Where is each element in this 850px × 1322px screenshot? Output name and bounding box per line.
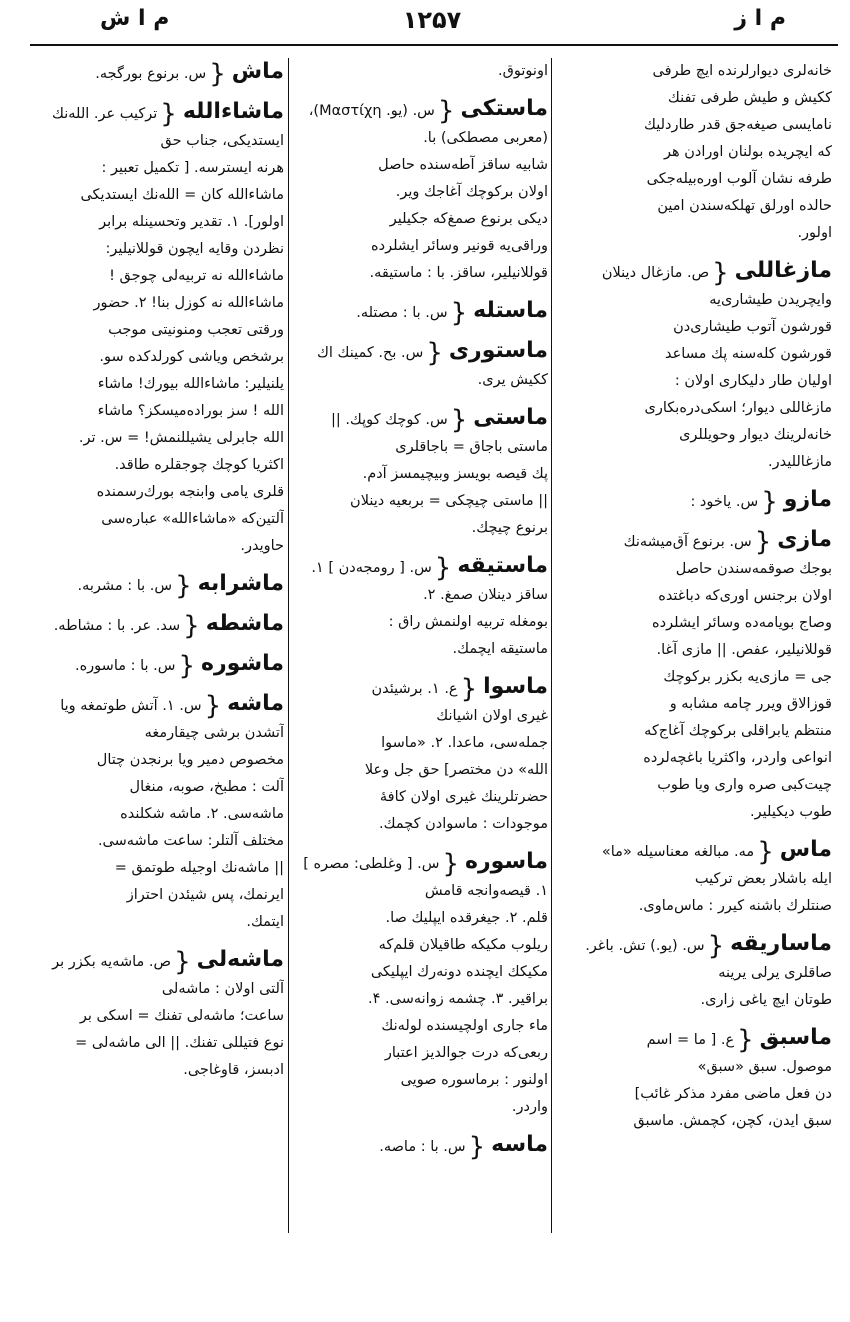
- entry-line: [556, 930, 832, 960]
- entry-text: اولور]. ۱. تقدیر وتحسینله برابر: [99, 214, 284, 230]
- dictionary-entry: [292, 848, 548, 1121]
- entry-text: مخصوص دمیر ویا برنجدن چتال: [96, 752, 284, 768]
- entry-line: [36, 946, 284, 976]
- entry-text: الله جابرلی یشیللنمش! = س. تر.: [78, 430, 284, 446]
- entry-line: [556, 85, 832, 112]
- entry-line: [556, 139, 832, 166]
- entry-line: [292, 1040, 548, 1067]
- entry-text: ماشاءالله کان = الله‌نك ایستدیکی: [80, 187, 284, 203]
- entry-text: پك قیصه بویسز وبیچیمسز آدم.: [362, 466, 548, 482]
- entry-text: جمله‌سی، ماعدا. ۲. «ماسوا: [381, 735, 548, 751]
- entry-line: [36, 371, 284, 398]
- entry-line: [556, 836, 832, 866]
- entry-text: ایتمك.: [246, 914, 284, 930]
- entry-line: [36, 58, 284, 88]
- left-column: [36, 58, 284, 1094]
- entry-line: [556, 1024, 832, 1054]
- brace-glyph: {: [426, 337, 443, 367]
- entry-text: برنوع چیچك.: [471, 520, 548, 536]
- entry-text: س. با : ماصه.: [379, 1139, 466, 1155]
- entry-line: [36, 98, 284, 128]
- entry-line: [556, 395, 832, 422]
- entry-text: برشخص ویاشی کورلدکده سو.: [99, 349, 284, 365]
- entry-text: بوجك صوقمه‌سندن حاصل: [675, 561, 832, 577]
- entry-text: اکثریا کوچك چوجقلره طاقد.: [114, 457, 284, 473]
- dictionary-entry: [36, 690, 284, 936]
- headword: مازو: [783, 487, 832, 512]
- entry-text: ایرنمك، پس شیئدن احتراز: [126, 887, 284, 903]
- entry-text: ریلوب مکیکه طاقیلان قلم‌که: [378, 937, 548, 953]
- entry-line: [556, 960, 832, 987]
- entry-text: قورشون کله‌سنه پك مساعد: [665, 346, 832, 362]
- left-guide-word: م ا ش: [100, 6, 170, 31]
- dictionary-entry: [292, 673, 548, 838]
- entry-line: [556, 1108, 832, 1135]
- entry-line: [292, 878, 548, 905]
- headword: ماستیقه: [457, 553, 548, 578]
- entry-text: ایله باشلار بعض ترکیب: [694, 871, 832, 887]
- entry-text: ع. ۱. برشیئدن: [371, 681, 458, 697]
- entry-text: شابیه ساقز آطه‌سنده حاصل: [378, 157, 548, 173]
- entry-line: [292, 233, 548, 260]
- entry-line: [556, 664, 832, 691]
- dictionary-entry: [36, 610, 284, 640]
- entry-line: [36, 976, 284, 1003]
- headword: ماسه: [491, 1132, 548, 1157]
- entry-line: [36, 570, 284, 600]
- brace-glyph: {: [450, 297, 468, 327]
- dictionary-entry: [556, 486, 832, 516]
- entry-text: س. با : مشربه.: [77, 578, 173, 594]
- entry-text: منتظم یابراقلی برکوچك آغاج‌که: [644, 723, 832, 739]
- brace-glyph: {: [757, 836, 774, 866]
- entry-text: اولیان طار دلیکاری اولان :: [674, 373, 832, 389]
- headword: ماشرابه: [197, 571, 284, 596]
- entry-text: موصول. سبق «سبق»: [697, 1059, 832, 1075]
- entry-line: [556, 287, 832, 314]
- entry-line: [556, 987, 832, 1014]
- column-divider: [551, 58, 552, 1233]
- entry-text: مازغاللی دیوار؛ اسکی‌دره‌بکاری: [644, 400, 832, 416]
- dictionary-entry: [36, 98, 284, 560]
- entry-line: [292, 337, 548, 367]
- entry-line: [556, 486, 832, 516]
- entry-line: [556, 368, 832, 395]
- entry-text: طرفه نشان آلوب اوره‌بیله‌جکی: [646, 171, 832, 187]
- brace-glyph: {: [468, 1131, 486, 1161]
- entry-line: [36, 855, 284, 882]
- entry-line: [36, 155, 284, 182]
- entry-line: [556, 58, 832, 85]
- entry-line: [292, 552, 548, 582]
- entry-text: اولان برکوچك آغاجك ویر.: [395, 184, 548, 200]
- entry-text: انواعی واردر، واکثریا باغچه‌لرده: [643, 750, 832, 766]
- entry-text: س. (یو.) تش. باغر.: [585, 938, 705, 954]
- entry-line: [292, 609, 548, 636]
- entry-text: س. برنوع بورگجه.: [95, 66, 207, 82]
- entry-line: [292, 367, 548, 394]
- entry-text: قورشون آتوب طیشاری‌دن: [673, 319, 832, 335]
- brace-glyph: {: [712, 257, 729, 287]
- entry-text: ادبسز، قاوغاجی.: [183, 1062, 284, 1078]
- dictionary-entry: [556, 58, 832, 247]
- dictionary-entry: [292, 297, 548, 327]
- headword: مازغاللی: [734, 258, 832, 283]
- entry-text: طوتان ایچ یاغی زاری.: [700, 992, 832, 1008]
- entry-text: س. بح. کمینك اك: [316, 345, 424, 361]
- dictionary-entry: [556, 930, 832, 1014]
- entry-text: قلم. ۲. جیغرقده ایپلیك صا.: [385, 910, 548, 926]
- entry-line: [36, 909, 284, 936]
- entry-line: [36, 263, 284, 290]
- entry-line: [292, 1013, 548, 1040]
- brace-glyph: {: [183, 610, 200, 640]
- entry-text: س. ۱. آتش طوتمغه ویا: [60, 698, 202, 714]
- entry-text: س. [ رومجه‌دن ] ۱.: [311, 560, 432, 576]
- entry-text: س. کوچك کوپك. ||: [330, 412, 448, 428]
- entry-text: صاقلری یرلی یرینه: [718, 965, 832, 981]
- entry-line: [556, 610, 832, 637]
- dictionary-entry: [556, 836, 832, 920]
- entry-text: براقیر. ۳. چشمه زوانه‌سی. ۴.: [368, 991, 548, 1007]
- brace-glyph: {: [434, 552, 452, 582]
- entry-text: جی = مازی‌یه بکزر برکوچك: [663, 669, 832, 685]
- entry-line: [292, 730, 548, 757]
- entry-text: نوع فتیللی تفنك. || الی ماشه‌لی =: [75, 1035, 284, 1051]
- brace-glyph: {: [754, 526, 772, 556]
- entry-text: ماشه‌سی. ۲. ماشه شکلنده: [120, 806, 284, 822]
- entry-text: بومغله تربیه اولنمش راق :: [388, 614, 548, 630]
- entry-text: حضرتلرینك غیری اولان کافهٔ: [379, 789, 548, 805]
- brace-glyph: {: [204, 690, 222, 720]
- headword: ماستی: [473, 405, 548, 430]
- entry-line: [292, 1067, 548, 1094]
- headword: ماستله: [473, 298, 548, 323]
- dictionary-entry: [292, 1131, 548, 1161]
- entry-text: || ماشه‌نك اوجیله طوتمق =: [114, 860, 284, 876]
- entry-line: [36, 1030, 284, 1057]
- entry-line: [36, 452, 284, 479]
- entry-text: خانه‌لرینك دیوار وحویللری: [679, 427, 832, 443]
- dictionary-entry: [556, 257, 832, 476]
- entry-text: ساعت؛ ماشه‌لی تفنك = اسکی بر: [79, 1008, 284, 1024]
- entry-line: [292, 582, 548, 609]
- entry-line: [36, 690, 284, 720]
- entry-text: خانه‌لری دیوارلرنده ایچ طرفی: [652, 63, 832, 79]
- entry-line: [292, 58, 548, 85]
- brace-glyph: {: [175, 570, 192, 600]
- entry-line: [556, 314, 832, 341]
- brace-glyph: {: [707, 930, 725, 960]
- entry-text: دیکی برنوع صمغ‌که جکیلیر: [389, 211, 548, 227]
- entry-text: واردر.: [511, 1099, 548, 1115]
- entry-line: [292, 206, 548, 233]
- brace-glyph: {: [737, 1024, 754, 1054]
- entry-line: [292, 905, 548, 932]
- brace-glyph: {: [437, 95, 455, 125]
- entry-line: [36, 747, 284, 774]
- entry-line: [292, 488, 548, 515]
- entry-text: اونوتوق.: [498, 63, 548, 79]
- entry-text: الله ! سز بوراده‌میسکز؟ ماشاء: [97, 403, 284, 419]
- headword: ماسوره: [465, 849, 548, 874]
- entry-text: وراقی‌یه قونیر وسائر ایشلرده: [371, 238, 548, 254]
- entry-text: ترکیب عر. الله‌نك: [51, 106, 158, 122]
- entry-line: [556, 422, 832, 449]
- entry-line: [292, 673, 548, 703]
- entry-text: مازغاللیدر.: [767, 454, 832, 470]
- entry-text: آتشدن برشی چیقارمغه: [144, 725, 284, 741]
- entry-line: [292, 757, 548, 784]
- entry-text: وایچریدن طیشاری‌یه: [709, 292, 832, 308]
- headword: ماسوا: [483, 674, 548, 699]
- headword: ماساریقه: [730, 931, 832, 956]
- entry-text: (معربی مصطکی) با.: [423, 130, 548, 146]
- entry-text: ۱. قیصه‌وانجه قامش: [424, 883, 548, 899]
- entry-text: ساقز دینلان صمغ. ۲.: [423, 587, 548, 603]
- headword: ماشطه: [205, 611, 284, 636]
- entry-line: [556, 637, 832, 664]
- entry-line: [36, 317, 284, 344]
- entry-line: [292, 404, 548, 434]
- headword: ماسبق: [759, 1025, 832, 1050]
- entry-text: اولنور : برماسوره صویی: [400, 1072, 548, 1088]
- entry-text: نظردن وقایه ایچون قوللانیلیر:: [105, 241, 284, 257]
- entry-line: [556, 583, 832, 610]
- entry-line: [292, 461, 548, 488]
- entry-line: [556, 220, 832, 247]
- headword: ماستوری: [448, 338, 548, 363]
- entry-text: ماستی باجاق = باجاقلری: [395, 439, 548, 455]
- entry-line: [36, 209, 284, 236]
- entry-line: [36, 506, 284, 533]
- entry-text: الله» دن مختصر] حق جل وعلا: [364, 762, 548, 778]
- entry-text: س. (یو. Μαστίχη)،: [308, 103, 435, 119]
- brace-glyph: {: [209, 58, 226, 88]
- entry-text: مکیکك ایچنده دونه‌رك ایپلیکی: [370, 964, 548, 980]
- entry-line: [292, 932, 548, 959]
- entry-text: س. با : مصتله.: [356, 305, 448, 321]
- brace-glyph: {: [761, 486, 778, 516]
- entry-text: ماستیقه ایچمك.: [452, 641, 548, 657]
- entry-line: [36, 479, 284, 506]
- entry-line: [292, 636, 548, 663]
- entry-line: [556, 112, 832, 139]
- entry-line: [556, 166, 832, 193]
- entry-text: حالده اورلق تهلکه‌سندن امین: [657, 198, 832, 214]
- dictionary-entry: [36, 650, 284, 680]
- entry-text: اولور.: [797, 225, 832, 241]
- entry-line: [556, 799, 832, 826]
- entry-line: [556, 1081, 832, 1108]
- entry-line: [36, 425, 284, 452]
- entry-line: [292, 1094, 548, 1121]
- entry-line: [36, 720, 284, 747]
- entry-text: ص. ماشه‌یه بکزر بر: [52, 954, 172, 970]
- entry-line: [292, 515, 548, 542]
- entry-text: آلت : مطبخ، صوبه، منغال: [129, 779, 284, 795]
- entry-line: [292, 784, 548, 811]
- entry-line: [292, 986, 548, 1013]
- headword: ماستکی: [460, 96, 548, 121]
- entry-line: [36, 182, 284, 209]
- entry-line: [556, 718, 832, 745]
- entry-text: قوللانیلیر، ساقز. با : ماستیقه.: [369, 265, 548, 281]
- entry-line: [36, 774, 284, 801]
- entry-text: هرنه ایسترسه. [ تکمیل تعبیر :: [101, 160, 284, 176]
- entry-text: || ماستی چیچکی = بربعیه دینلان: [350, 493, 548, 509]
- dictionary-entry: [556, 1024, 832, 1135]
- entry-text: اولان برجنس اوری‌که دباغتده: [658, 588, 832, 604]
- entry-text: صنتلرك باشنه کیرر : ماس‌ماوی.: [638, 898, 832, 914]
- middle-column: [292, 58, 548, 1171]
- entry-text: قوزالاق ویرر چامه مشابه و: [669, 696, 832, 712]
- dictionary-entry: [292, 95, 548, 287]
- entry-line: [36, 344, 284, 371]
- entry-line: [556, 341, 832, 368]
- page-number: ۱۲۵۷: [402, 6, 462, 34]
- entry-text: ماء جاری اولچیسنده لوله‌نك: [381, 1018, 548, 1034]
- dictionary-entry: [556, 526, 832, 826]
- dictionary-entry: [292, 58, 548, 85]
- entry-text: ککیش یری.: [477, 372, 548, 388]
- headword: مازی: [777, 527, 832, 552]
- entry-text: سد. عر. با : مشاطه.: [53, 618, 181, 634]
- dictionary-entry: [36, 946, 284, 1084]
- entry-text: س. با : ماسوره.: [74, 658, 176, 674]
- entry-line: [292, 434, 548, 461]
- entry-line: [36, 128, 284, 155]
- entry-text: مختلف آلتلر: ساعت ماشه‌سی.: [97, 833, 284, 849]
- entry-line: [556, 866, 832, 893]
- brace-glyph: {: [174, 946, 191, 976]
- entry-text: طوب دیکیلیر.: [750, 804, 832, 820]
- entry-line: [292, 959, 548, 986]
- dictionary-entry: [36, 58, 284, 88]
- entry-line: [292, 125, 548, 152]
- entry-text: وصاج بویامه‌ده وسائر ایشلرده: [652, 615, 832, 631]
- entry-text: دن فعل ماضی مفرد مذکر غائب]: [634, 1086, 832, 1102]
- entry-text: س. یاخود :: [690, 494, 759, 510]
- entry-line: [556, 193, 832, 220]
- entry-line: [292, 703, 548, 730]
- entry-line: [36, 398, 284, 425]
- entry-line: [292, 1131, 548, 1161]
- entry-line: [36, 650, 284, 680]
- entry-line: [556, 556, 832, 583]
- entry-line: [292, 297, 548, 327]
- headword: ماس: [779, 837, 832, 862]
- dictionary-entry: [292, 404, 548, 542]
- headword: ماشوره: [201, 651, 284, 676]
- brace-glyph: {: [442, 848, 460, 878]
- brace-glyph: {: [160, 98, 177, 128]
- entry-line: [36, 801, 284, 828]
- brace-glyph: {: [450, 404, 468, 434]
- entry-line: [556, 893, 832, 920]
- entry-line: [556, 745, 832, 772]
- entry-line: [556, 1054, 832, 1081]
- entry-text: غیری اولان اشیانك: [436, 708, 548, 724]
- entry-line: [556, 691, 832, 718]
- right-column: [556, 58, 832, 1145]
- entry-text: ماشاءالله نه کوزل بنا! ۲. حضور: [93, 295, 284, 311]
- header-rule: [30, 44, 838, 46]
- entry-line: [36, 1057, 284, 1084]
- entry-text: آلتین‌که «ماشاءالله» عباره‌سی: [101, 511, 284, 527]
- brace-glyph: {: [460, 673, 478, 703]
- entry-line: [556, 449, 832, 476]
- entry-text: یلنیلیر: ماشاءالله بیورك! ماشاء: [97, 376, 284, 392]
- entry-text: ربعی‌که درت جوالدیز اعتبار: [384, 1045, 548, 1061]
- entry-text: قلری یامی وابنجه بورك‌رسمنده: [96, 484, 284, 500]
- column-divider: [288, 58, 289, 1233]
- entry-text: سبق ایدن، کچن، کچمش. ماسبق: [633, 1113, 832, 1129]
- page-header: [28, 6, 836, 40]
- entry-text: ایستدیکی، جناب حق: [160, 133, 284, 149]
- entry-text: ع. [ ما = اسم: [646, 1032, 735, 1048]
- entry-text: قوللانیلیر، عفص. || مازی آغا.: [656, 642, 832, 658]
- entry-text: حاویدر.: [240, 538, 284, 554]
- entry-text: ورقتی تعجب ومنونیتی موجب: [108, 322, 284, 338]
- entry-text: آلتی اولان : ماشه‌لی: [161, 981, 284, 997]
- entry-line: [36, 610, 284, 640]
- entry-line: [36, 533, 284, 560]
- entry-line: [36, 236, 284, 263]
- brace-glyph: {: [178, 650, 196, 680]
- entry-text: ماشاءالله نه تربیه‌لی چوجق !: [109, 268, 284, 284]
- entry-line: [292, 260, 548, 287]
- entry-line: [292, 811, 548, 838]
- entry-text: مه. مبالغه معناسیله «ما»: [601, 844, 755, 860]
- headword: ماشاءالله: [182, 99, 284, 124]
- entry-line: [36, 290, 284, 317]
- entry-line: [556, 772, 832, 799]
- headword: ماشه‌لی: [196, 947, 284, 972]
- entry-line: [292, 179, 548, 206]
- headword: ماش: [231, 59, 284, 84]
- entry-line: [556, 257, 832, 287]
- right-guide-word: م ا ز: [734, 6, 786, 31]
- entry-text: که ایچریده بولنان اورادن هر: [664, 144, 832, 160]
- dictionary-entry: [292, 552, 548, 663]
- entry-line: [556, 526, 832, 556]
- entry-line: [36, 828, 284, 855]
- dictionary-entry: [36, 570, 284, 600]
- entry-text: ص. مازغال دینلان: [601, 265, 710, 281]
- entry-text: س. برنوع آق‌میشه‌نك: [623, 534, 752, 550]
- entry-line: [36, 1003, 284, 1030]
- entry-text: چیت‌کبی صره واری ویا طوب: [657, 777, 832, 793]
- entry-text: نامایسی صیغه‌جق قدر طاردلیك: [643, 117, 832, 133]
- entry-line: [36, 882, 284, 909]
- entry-text: س. [ وغلطی: مصره ]: [303, 856, 440, 872]
- entry-line: [292, 152, 548, 179]
- entry-text: موجودات : ماسوادن کچمك.: [379, 816, 548, 832]
- dictionary-entry: [292, 337, 548, 394]
- entry-line: [292, 848, 548, 878]
- entry-line: [292, 95, 548, 125]
- headword: ماشه: [227, 691, 284, 716]
- entry-text: ککیش و طیش طرفی تفنك: [667, 90, 832, 106]
